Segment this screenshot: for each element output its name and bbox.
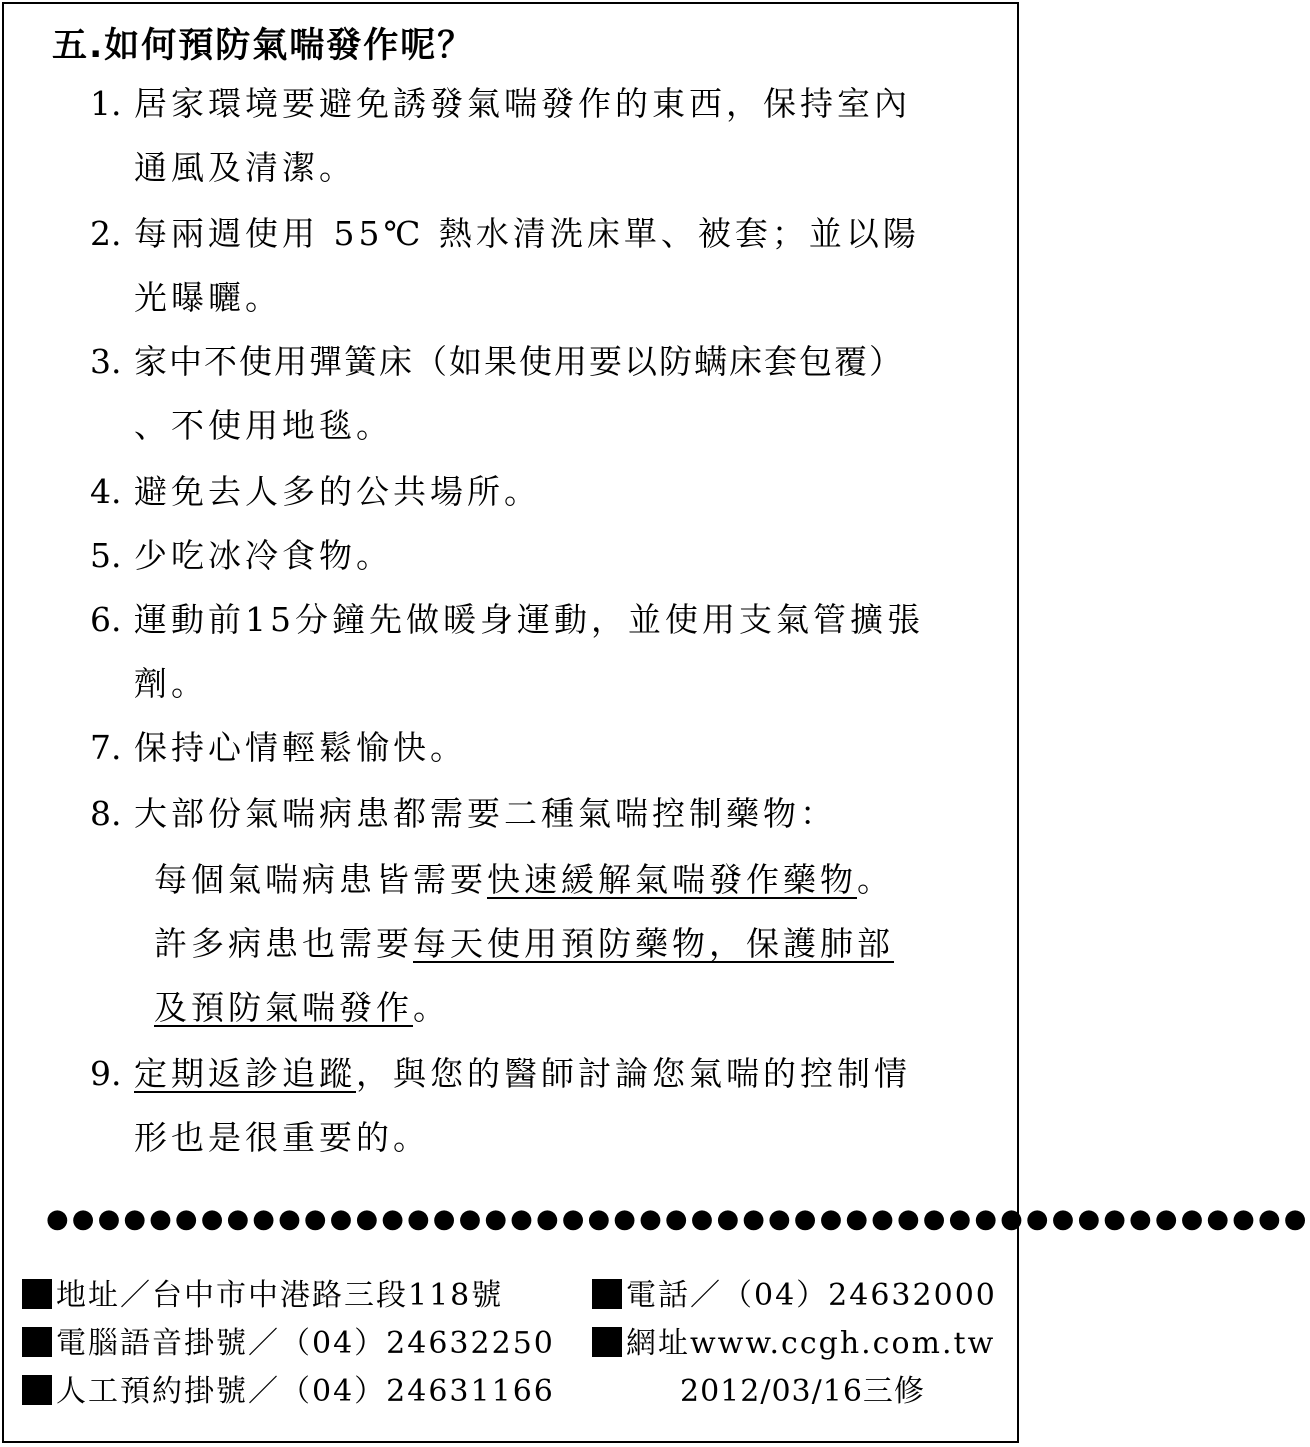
footer-website — [592, 1326, 995, 1362]
sub-text: 。 — [857, 860, 894, 899]
list-item-6-cont: 劑。 — [134, 664, 208, 703]
list-item-6 — [90, 600, 924, 640]
voice-booking-text: 電腦語音掛號／（04）24632250 — [56, 1326, 555, 1361]
item-number: 4. — [90, 472, 122, 511]
item-number: 1. — [90, 84, 122, 123]
document-page — [2, 2, 1310, 1443]
list-item-8-sub-1 — [154, 860, 894, 900]
item-number: 6. — [90, 600, 122, 639]
footer-manual-booking — [22, 1374, 555, 1410]
list-item-3-cont: 、不使用地毯。 — [134, 406, 393, 445]
item-number: 5. — [90, 536, 122, 575]
underlined-text: 定期返診追蹤 — [134, 1054, 356, 1093]
underlined-text: 快速緩解氣喘發作藥物 — [487, 860, 857, 899]
item-text: 大部份氣喘病患都需要二種氣喘控制藥物： — [134, 794, 837, 833]
underlined-text: 及預防氣喘發作 — [154, 988, 413, 1027]
sub-text: 每個氣喘病患皆需要 — [154, 860, 487, 899]
list-item-2-cont: 光曝曬。 — [134, 278, 282, 317]
list-item-5 — [90, 536, 393, 576]
list-item-4 — [90, 472, 541, 512]
section-heading: 五.如何預防氣喘發作呢？ — [52, 26, 475, 66]
website-link[interactable]: 網址www.ccgh.com.tw — [626, 1326, 996, 1361]
address-text: 地址／台中市中港路三段118號 — [56, 1278, 504, 1313]
square-bullet-icon — [22, 1279, 52, 1309]
square-bullet-icon — [22, 1375, 52, 1405]
list-item-8-sub-2 — [154, 924, 894, 964]
list-item-8 — [90, 794, 837, 834]
list-item-9-cont: 形也是很重要的。 — [134, 1118, 430, 1157]
manual-booking-text: 人工預約掛號／（04）24631166 — [56, 1374, 555, 1409]
list-item-9 — [90, 1054, 911, 1094]
item-number: 7. — [90, 728, 122, 767]
square-bullet-icon — [22, 1327, 52, 1357]
item-number: 3. — [90, 342, 122, 381]
square-bullet-icon — [592, 1279, 622, 1309]
sub-text: 。 — [413, 988, 450, 1027]
list-item-1 — [90, 84, 911, 124]
item-text: 每兩週使用 55℃ 熱水清洗床單、被套；並以陽 — [134, 214, 920, 253]
list-item-1-cont: 通風及清潔。 — [134, 148, 356, 187]
square-bullet-icon — [592, 1327, 622, 1357]
footer-voice-booking — [22, 1326, 555, 1362]
item-text: 居家環境要避免誘發氣喘發作的東西，保持室內 — [134, 84, 911, 123]
item-text: 少吃冰冷食物。 — [134, 536, 393, 575]
item-text: 運動前15分鐘先做暖身運動，並使用支氣管擴張 — [134, 600, 924, 639]
list-item-7 — [90, 728, 467, 768]
underlined-text: 每天使用預防藥物，保護肺部 — [413, 924, 894, 963]
item-number: 9. — [90, 1054, 122, 1093]
sub-text: 許多病患也需要 — [154, 924, 413, 963]
item-text: ，與您的醫師討論您氣喘的控制情 — [356, 1054, 911, 1093]
footer-address — [22, 1278, 503, 1314]
item-number: 2. — [90, 214, 122, 253]
item-text: 家中不使用彈簧床（如果使用要以防螨床套包覆） — [134, 342, 904, 381]
list-item-3 — [90, 342, 904, 382]
item-number: 8. — [90, 794, 122, 833]
phone-text: 電話／（04）24632000 — [626, 1278, 997, 1313]
list-item-8-sub-3 — [154, 988, 450, 1028]
dotted-separator: ●●●●●●●●●●●●●●●●●●●●●●●●●●●●●●●●●●●●●●●●●●●●●●●●● — [46, 1204, 1310, 1234]
item-text: 保持心情輕鬆愉快。 — [134, 728, 467, 767]
footer-phone — [592, 1278, 997, 1314]
item-text: 避免去人多的公共場所。 — [134, 472, 541, 511]
list-item-2 — [90, 214, 920, 254]
revision-date: 2012/03/16三修 — [680, 1374, 925, 1409]
